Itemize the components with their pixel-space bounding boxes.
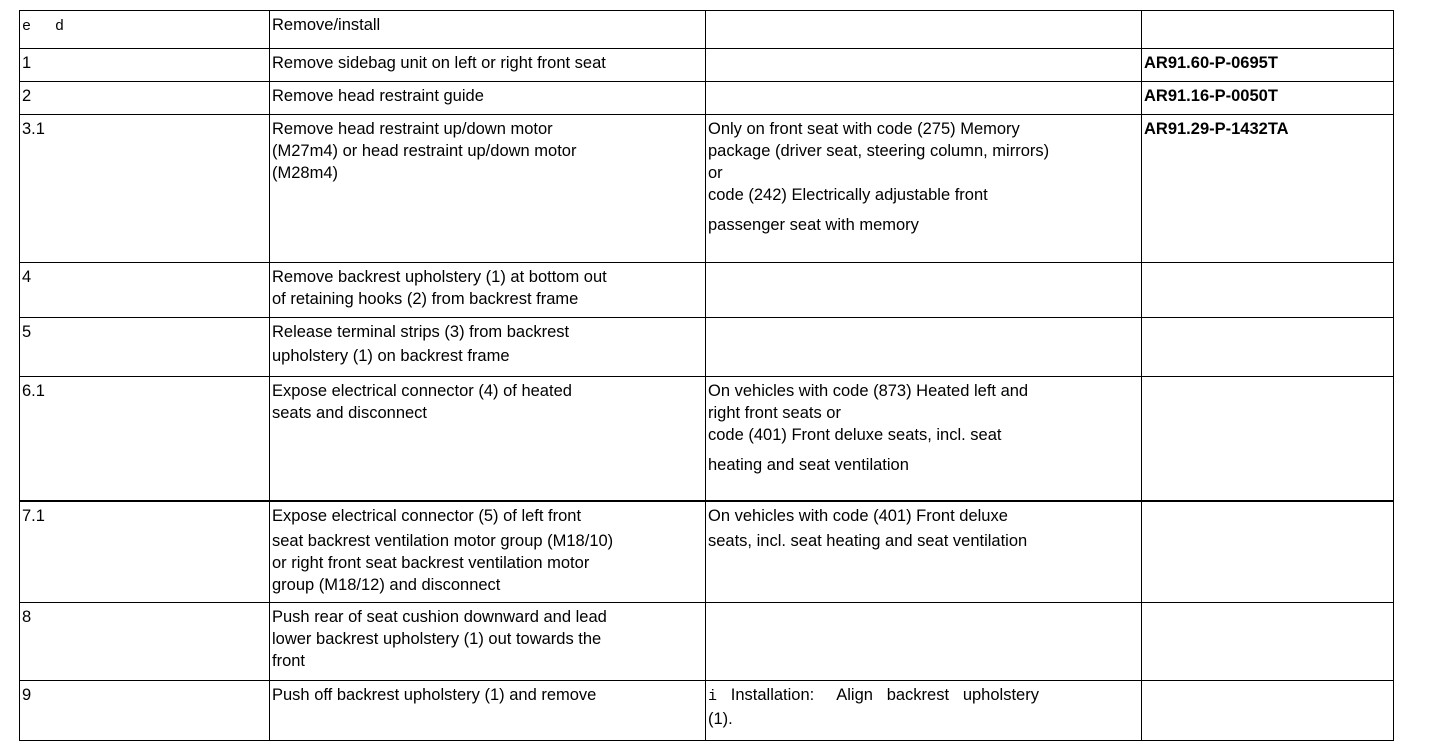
step-note: Only on front seat with code (275) Memory package (driver seat, steering column, mirrors) or code (242) Electrically adjustable front passenger seat with memory bbox=[706, 115, 1142, 263]
table-row bbox=[20, 49, 1394, 82]
table-row bbox=[20, 318, 1394, 377]
reference-link[interactable]: AR91.60-P-0695T bbox=[1144, 54, 1278, 72]
step-number: 4 bbox=[20, 263, 270, 318]
step-reference bbox=[1142, 49, 1394, 82]
step-reference bbox=[1142, 603, 1394, 681]
step-reference bbox=[1142, 501, 1394, 603]
step-action: Remove sidebag unit on left or right front seat bbox=[270, 49, 706, 82]
reference-link[interactable]: AR91.16-P-0050T bbox=[1144, 87, 1278, 105]
header-ref-cell bbox=[1142, 11, 1394, 49]
step-number: 7.1 bbox=[20, 501, 270, 603]
step-number: 6.1 bbox=[20, 377, 270, 501]
procedure-table bbox=[19, 10, 1394, 741]
step-reference bbox=[1142, 377, 1394, 501]
step-number: 5 bbox=[20, 318, 270, 377]
header-title-cell bbox=[270, 11, 706, 49]
step-number: 9 bbox=[20, 681, 270, 741]
table-row bbox=[20, 377, 1394, 501]
step-action: Remove head restraint guide bbox=[270, 82, 706, 115]
installation-note: i Installation: Align backrest upholstery bbox=[708, 686, 1039, 705]
step-reference bbox=[1142, 318, 1394, 377]
step-reference bbox=[1142, 82, 1394, 115]
step-note bbox=[706, 603, 1142, 681]
table-row bbox=[20, 603, 1394, 681]
step-note: On vehicles with code (873) Heated left and right front seats or code (401) Front deluxe seats, incl. seat heating and seat ventilation bbox=[706, 377, 1142, 501]
table-row bbox=[20, 115, 1394, 263]
step-note bbox=[706, 49, 1142, 82]
step-reference bbox=[1142, 115, 1394, 263]
step-action: Push off backrest upholstery (1) and remove bbox=[270, 681, 706, 741]
table-row bbox=[20, 501, 1394, 603]
step-note bbox=[706, 318, 1142, 377]
reference-link[interactable]: AR91.29-P-1432TA bbox=[1144, 120, 1289, 138]
step-action: Remove backrest upholstery (1) at bottom out of retaining hooks (2) from backrest frame bbox=[270, 263, 706, 318]
symbol-e: e bbox=[22, 18, 32, 35]
step-note bbox=[706, 82, 1142, 115]
table-row bbox=[20, 681, 1394, 741]
step-note: i Installation: Align backrest upholstery (1). bbox=[706, 681, 1142, 741]
symbol-d: d bbox=[55, 18, 65, 35]
step-number: 3.1 bbox=[20, 115, 270, 263]
step-action: Push rear of seat cushion downward and lead lower backrest upholstery (1) out towards the front bbox=[270, 603, 706, 681]
header-symbols-cell bbox=[20, 11, 270, 49]
table-row bbox=[20, 263, 1394, 318]
installation-label: Installation: bbox=[730, 686, 815, 704]
step-action: Expose electrical connector (4) of heated seats and disconnect bbox=[270, 377, 706, 501]
header-title: Remove/install bbox=[272, 16, 381, 34]
step-note bbox=[706, 263, 1142, 318]
step-action: Release terminal strips (3) from backrest upholstery (1) on backrest frame bbox=[270, 318, 706, 377]
header-note-cell bbox=[706, 11, 1142, 49]
step-note: On vehicles with code (401) Front deluxe seats, incl. seat heating and seat ventilation bbox=[706, 501, 1142, 603]
table-row bbox=[20, 82, 1394, 115]
step-action: Remove head restraint up/down motor (M27m4) or head restraint up/down motor (M28m4) bbox=[270, 115, 706, 263]
step-number: 2 bbox=[20, 82, 270, 115]
step-number: 1 bbox=[20, 49, 270, 82]
info-icon: i bbox=[708, 688, 718, 705]
step-action: Expose electrical connector (5) of left front seat backrest ventilation motor group (M18/10) or right front seat backrest ventilation motor group (M18/12) and disconnect bbox=[270, 501, 706, 603]
step-reference bbox=[1142, 263, 1394, 318]
step-number: 8 bbox=[20, 603, 270, 681]
step-reference bbox=[1142, 681, 1394, 741]
header-row bbox=[20, 11, 1394, 49]
